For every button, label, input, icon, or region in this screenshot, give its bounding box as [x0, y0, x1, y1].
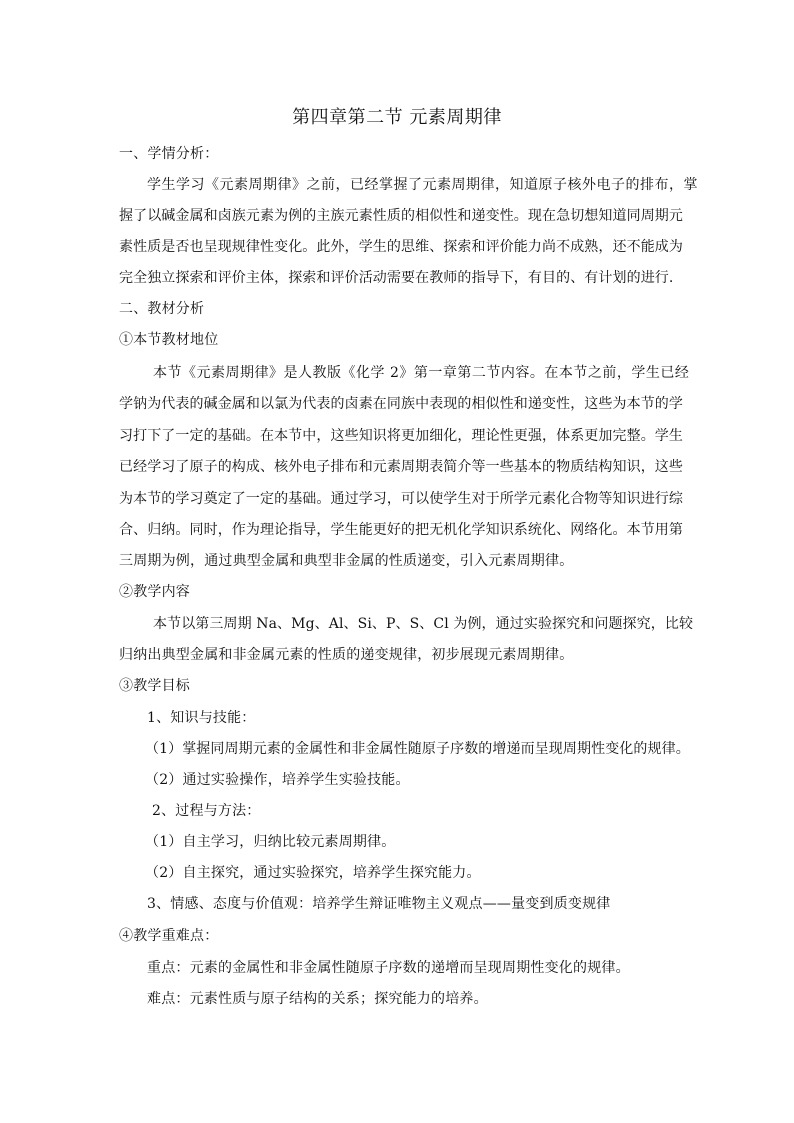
key-point: 重点：元素的金属性和非金属性随原子序数的递增而呈现周期性变化的规律。	[147, 960, 630, 976]
subheading-teaching-content: ②教学内容	[119, 584, 190, 600]
section-heading-material-analysis: 二、教材分析	[119, 301, 205, 317]
paragraph-line: 学钠为代表的碱金属和以氯为代表的卤素在同族中表现的相似性和递变性，这些为本节的学	[119, 396, 683, 412]
paragraph-line: 习打下了一定的基础。在本节中，这些知识将更加细化，理论性更强，体系更加完整。学生	[119, 428, 683, 444]
paragraph-line: 握了以碱金属和卤族元素为例的主族元素性质的相似性和递变性。现在急切想知道同周期元	[119, 208, 683, 224]
paragraph-line: 三周期为例，通过典型金属和典型非金属的性质递变，引入元素周期律。	[119, 553, 574, 569]
subheading-material-position: ①本节教材地位	[119, 332, 219, 348]
paragraph-line: 归纳出典型金属和非金属元素的性质的递变规律，初步展现元素周期律。	[119, 647, 574, 663]
objective-item: （1）自主学习，归纳比较元素周期律。	[145, 834, 396, 850]
difficult-point: 难点：元素性质与原子结构的关系；探究能力的培养。	[147, 991, 488, 1007]
paragraph-line: 已经学习了原子的构成、核外电子排布和元素周期表简介等一些基本的物质结构知识，这些	[119, 459, 683, 475]
objective-item: （2）自主探究，通过实验探究，培养学生探究能力。	[145, 865, 481, 881]
subheading-teaching-objectives: ③教学目标	[119, 678, 190, 694]
paragraph-line: 本节以第三周期 Na、Mg、Al、Si、P、S、Cl 为例，通过实验探究和问题探究，比较	[153, 616, 694, 632]
objective-heading: 3、情感、态度与价值观：培养学生辩证唯物主义观点——量变到质变规律	[147, 896, 611, 912]
paragraph-line: 本节《元素周期律》是人教版《化学 2》第一章第二节内容。在本节之前，学生已经	[153, 365, 690, 381]
paragraph-line: 合、归纳。同时，作为理论指导，学生能更好的把无机化学知识系统化、网络化。本节用第	[119, 522, 683, 538]
paragraph-line: 为本节的学习奠定了一定的基础。通过学习，可以使学生对于所学元素化合物等知识进行综	[119, 491, 683, 507]
objective-item: （2）通过实验操作，培养学生实验技能。	[145, 772, 410, 788]
paragraph-line: 学生学习《元素周期律》之前，已经掌握了元素周期律，知道原子核外电子的排布，掌	[147, 177, 698, 193]
objective-item: （1）掌握同周期元素的金属性和非金属性随原子序数的增递而呈现周期性变化的规律。	[145, 741, 690, 757]
objective-heading: 1、知识与技能：	[147, 710, 256, 726]
document-title: 第四章第二节 元素周期律	[292, 107, 502, 128]
paragraph-line: 完全独立探索和评价主体，探索和评价活动需要在教师的指导下，有目的、有计划的进行.	[119, 270, 674, 286]
objective-heading: 2、过程与方法：	[152, 803, 261, 819]
subheading-key-difficult-points: ④教学重难点：	[119, 928, 219, 944]
section-heading-learning-analysis: 一、学情分析：	[119, 146, 219, 162]
paragraph-line: 素性质是否也呈现规律性变化。此外，学生的思维、探索和评价能力尚不成熟，还不能成为	[119, 239, 683, 255]
